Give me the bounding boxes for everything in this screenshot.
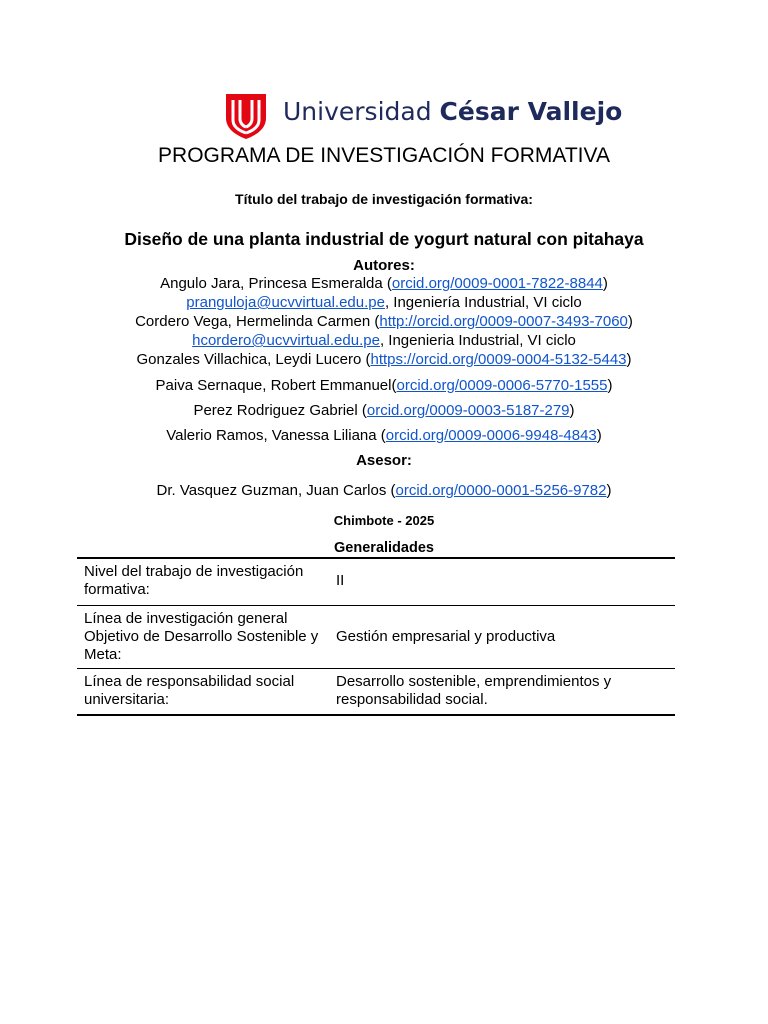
orcid-link[interactable]: http://orcid.org/0009-0007-3493-7060 — [379, 313, 628, 330]
row-label: Nivel del trabajo de investigación formativa: — [84, 563, 304, 599]
orcid-link[interactable]: orcid.org/0000-0001-5256-9782 — [395, 482, 607, 499]
authors-heading: Autores: — [353, 257, 415, 274]
table-row — [77, 668, 675, 715]
program-title: PROGRAMA DE INVESTIGACIÓN FORMATIVA — [158, 144, 610, 167]
author-line: Perez Rodriguez Gabriel (orcid.org/0009-0003-5187-279) — [193, 402, 575, 419]
author-line: Paiva Sernaque, Robert Emmanuel(orcid.org/0009-0006-5770-1555) — [155, 377, 613, 394]
generalities-table — [77, 558, 675, 716]
author-line: pranguloja@ucvvirtual.edu.pe, Ingeniería Industrial, VI ciclo — [186, 294, 582, 311]
row-label: Línea de investigación general Objetivo de Desarrollo Sostenible y Meta: — [84, 609, 319, 663]
orcid-link[interactable]: https://orcid.org/0009-0004-5132-5443 — [370, 351, 627, 368]
author-line: Angulo Jara, Princesa Esmeralda (orcid.org/0009-0001-7822-8844) — [160, 275, 608, 292]
city-year: Chimbote - 2025 — [333, 513, 435, 528]
advisor-heading: Asesor: — [356, 452, 412, 469]
title-label: Título del trabajo de investigación formativa: — [235, 191, 533, 207]
email-link[interactable]: hcordero@ucvvirtual.edu.pe — [192, 332, 380, 349]
university-logo — [224, 92, 623, 142]
row-label: Línea de responsabilidad social universitaria: — [84, 673, 295, 709]
row-value: II — [336, 572, 345, 590]
orcid-link[interactable]: orcid.org/0009-0006-9948-4843 — [385, 427, 597, 444]
author-line: Valerio Ramos, Vanessa Liliana (orcid.org/0009-0006-9948-4843) — [166, 427, 602, 444]
work-title: Diseño de una planta industrial de yogurt natural con pitahaya — [124, 229, 644, 249]
row-value: Desarrollo sostenible, emprendimientos y responsabilidad social. — [336, 673, 612, 709]
table-row — [77, 605, 675, 668]
orcid-link[interactable]: orcid.org/0009-0003-5187-279 — [366, 402, 570, 419]
author-line: Gonzales Villachica, Leydi Lucero (https://orcid.org/0009-0004-5132-5443) — [136, 351, 632, 368]
row-value: Gestión empresarial y productiva — [336, 627, 556, 645]
table-heading: Generalidades — [334, 540, 434, 556]
ucv-shield-icon — [224, 92, 268, 140]
orcid-link[interactable]: orcid.org/0009-0006-5770-1555 — [396, 377, 608, 394]
orcid-link[interactable]: orcid.org/0009-0001-7822-8844 — [391, 275, 603, 292]
author-line: Cordero Vega, Hermelinda Carmen (http://orcid.org/0009-0007-3493-7060) — [135, 313, 633, 330]
logo-text: Universidad César Vallejo — [283, 97, 623, 126]
author-line: hcordero@ucvvirtual.edu.pe, Ingenieria Industrial, VI ciclo — [192, 332, 576, 349]
table-row — [77, 558, 675, 605]
advisor-line: Dr. Vasquez Guzman, Juan Carlos (orcid.org/0000-0001-5256-9782) — [156, 482, 612, 499]
email-link[interactable]: pranguloja@ucvvirtual.edu.pe — [186, 294, 385, 311]
